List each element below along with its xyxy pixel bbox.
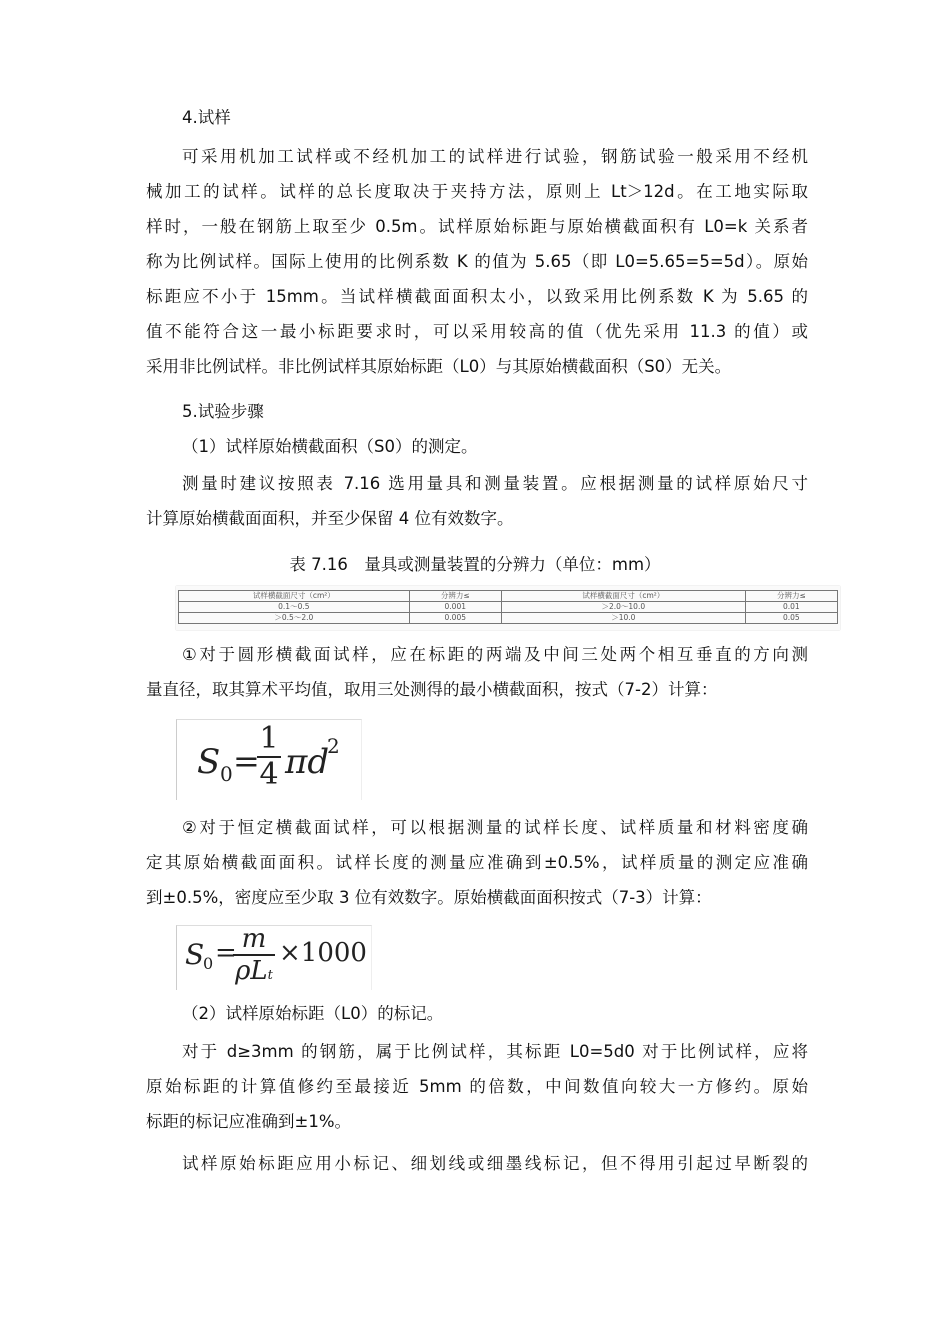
paragraph-line: 标距应不小于 15mm。当试样横截面面积太小，以致采用比例系数 K 为 5.65 的 (146, 287, 808, 306)
table-caption: 表 7.16 量具或测量装置的分辨力（单位：mm） (289, 555, 661, 574)
table-cell: ＞0.5～2.0 (179, 613, 410, 624)
paragraph-line: ②对于恒定横截面试样，可以根据测量的试样长度、试样质量和材料密度确 (182, 818, 808, 837)
table-cell: ＞2.0～10.0 (501, 602, 745, 613)
formula-fraction (233, 924, 275, 991)
formula-fraction (257, 722, 281, 792)
formula-term: ×1000 (279, 938, 367, 968)
table-row (179, 613, 838, 624)
paragraph-line: 可采用机加工试样或不经机加工的试样进行试验，钢筋试验一般采用不经机 (182, 147, 808, 166)
table-cell: ＞10.0 (501, 613, 745, 624)
subheading-1: （1）试样原始横截面积（S0）的测定。 (182, 437, 478, 456)
table-header-row (179, 591, 838, 602)
fraction-denominator: ρLt (235, 956, 273, 986)
table-header-cell: 分辨力≤ (745, 591, 837, 602)
formula-equals: = (215, 938, 237, 968)
fraction-numerator: 1 (259, 721, 279, 756)
fraction-denominator: 4 (259, 757, 279, 792)
paragraph-line: 样时，一般在钢筋上取至少 0.5m。试样原始标距与原始横截面积有 L0=k 关系者 (146, 217, 808, 236)
formula-superscript: 2 (327, 734, 340, 758)
table-header-cell: 分辨力≤ (409, 591, 501, 602)
section-4-heading: 4.试样 (182, 108, 231, 127)
subheading-2: （2）试样原始标距（L0）的标记。 (182, 1004, 444, 1023)
formula-7-2 (176, 719, 362, 800)
paragraph-line: 计算原始横截面面积，并至少保留 4 位有效数字。 (146, 509, 514, 528)
formula-term: πd (285, 742, 330, 782)
table-header-cell: 试样横截面尺寸（cm²） (179, 591, 410, 602)
formula-subscript: 0 (220, 762, 233, 786)
paragraph-line: 标距的标记应准确到±1%。 (146, 1112, 352, 1131)
paragraph-line: 称为比例试样。国际上使用的比例系数 K 的值为 5.65（即 L0=5.65=5=5d）。原始 (146, 252, 808, 271)
table-header-cell: 试样横截面尺寸（cm²） (501, 591, 745, 602)
formula-subscript: 0 (203, 954, 214, 973)
table-row (179, 602, 838, 613)
paragraph-line: 采用非比例试样。非比例试样其原始标距（L0）与其原始横截面积（S0）无关。 (146, 357, 732, 376)
paragraph-line: 械加工的试样。试样的总长度取决于夹持方法，原则上 Lt＞12d。在工地实际取 (146, 182, 808, 201)
fraction-numerator: m (241, 924, 267, 954)
paragraph-line: 原始标距的计算值修约至最接近 5mm 的倍数，中间数值向较大一方修约。原始 (146, 1077, 808, 1096)
formula-symbol: S (197, 742, 221, 782)
resolution-table (178, 590, 838, 624)
paragraph-line: 测量时建议按照表 7.16 选用量具和测量装置。应根据测量的试样原始尺寸 (182, 474, 808, 493)
formula-equals: = (233, 742, 260, 780)
paragraph-line: 定其原始横截面面积。试样长度的测量应准确到±0.5%，试样质量的测定应准确 (146, 853, 808, 872)
paragraph-line: 量直径，取其算术平均值，取用三处测得的最小横截面积，按式（7-2）计算： (146, 680, 718, 699)
paragraph-line: 到±0.5%，密度应至少取 3 位有效数字。原始横截面面积按式（7-3）计算： (146, 888, 712, 907)
table-cell: 0.001 (409, 602, 501, 613)
formula-7-3 (176, 925, 372, 990)
paragraph-line: 对于 d≥3mm 的钢筋，属于比例试样，其标距 L0=5d0 对于比例试样，应将 (182, 1042, 808, 1061)
resolution-table-image (176, 586, 840, 630)
table-cell: 0.01 (745, 602, 837, 613)
paragraph-line: 值不能符合这一最小标距要求时，可以采用较高的值（优先采用 11.3 的值）或 (146, 322, 808, 341)
section-5-heading: 5.试验步骤 (182, 402, 264, 421)
paragraph-line: ①对于圆形横截面试样，应在标距的两端及中间三处两个相互垂直的方向测 (182, 645, 808, 664)
table-cell: 0.005 (409, 613, 501, 624)
table-cell: 0.05 (745, 613, 837, 624)
paragraph-line: 试样原始标距应用小标记、细划线或细墨线标记，但不得用引起过早断裂的 (182, 1154, 808, 1173)
formula-symbol: S (185, 938, 205, 971)
table-cell: 0.1～0.5 (179, 602, 410, 613)
